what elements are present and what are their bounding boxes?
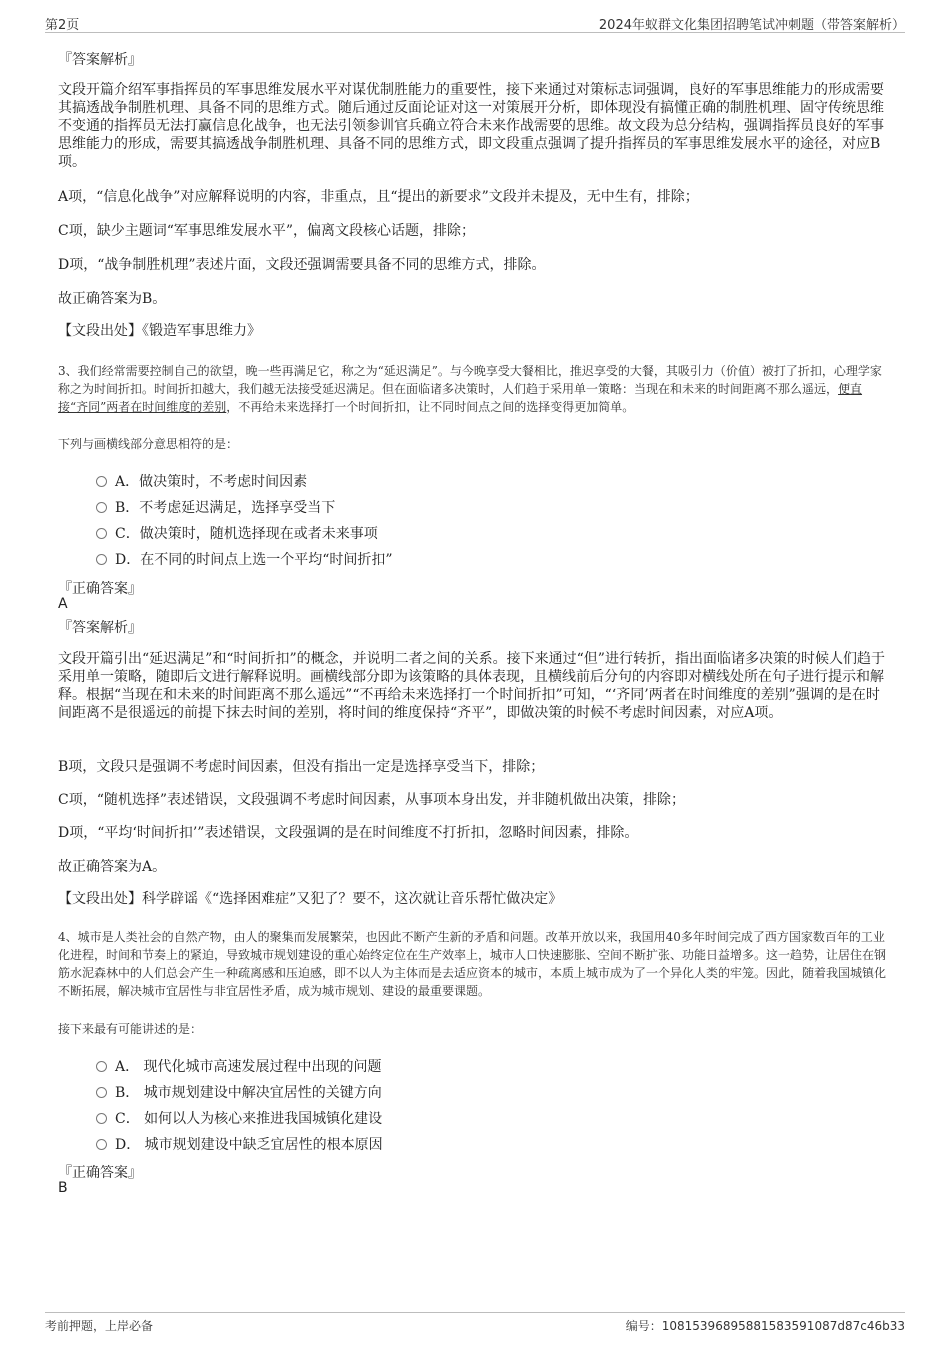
option-c-analysis: C项，缺少主题词“军事思维发展水平”，偏离文段核心话题，排除； [58,223,476,239]
page-header [45,12,905,33]
source: 【文段出处】《锻造军事思维力》 [58,323,261,339]
option-label: D．在不同的时间点上选一个平均“时间折扣” [115,552,393,568]
radio-icon[interactable] [96,528,107,539]
option-d-analysis: D项，“平均‘时间折扣’”表述错误，文段强调的是在时间维度不打折扣，忽略时间因素，排除。 [58,825,639,841]
option-c[interactable] [96,523,378,543]
option-label: C． 如何以人为核心来推进我国城镇化建设 [115,1111,383,1127]
option-d[interactable] [96,549,393,569]
page-number: 第2页 [45,18,80,33]
option-b[interactable] [96,1082,382,1102]
footer-slogan: 考前押题，上岸必备 [45,1319,154,1333]
question-passage [58,362,888,416]
page-footer [45,1312,905,1337]
radio-icon[interactable] [96,1061,107,1072]
analysis-label: 『答案解析』 [58,52,142,68]
correct-answer: A [58,596,68,612]
passage-text: ，不再给未来选择打一个时间折扣，让不同时间点之间的选择变得更加简单。 [226,400,635,414]
question-passage: 4、城市是人类社会的自然产物，由人的聚集而发展繁荣，也因此不断产生新的矛盾和问题。改革开放以来，我国用40多年时间完成了西方国家数百年的工业化进程，时间和节奏上的紧迫，导致城市规划建设的重心始终定位在生产效率上，城市人口快速膨胀、空间不断扩张、功能日益增多。这一趋势，让居住在钢筋水泥森林中的人们总会产生一种疏离感和压迫感，即不以人为主体而是去适应资本的城市，本质上城市成为了一个异化人类的牢笼。因此，随着我国城镇化不断拓展，解决城市宜居性与非宜居性矛盾，成为城市规划、建设的最重要课题。 [58,930,887,998]
analysis-text: 文段开篇引出“延迟满足”和“时间折扣”的概念，并说明二者之间的关系。接下来通过“但”进行转折，指出面临诸多决策的时候人们趋于采用单一策略，随即后文进行解释说明。画横线部分即为该策略的具体表现，且横线前后分句的内容即对横线处所在句子进行提示和解释。根据“当现在和未来的时间距离不那么遥远”“不再给未来选择打一个时间折扣”可知，“‘齐同’两者在时间维度的差别”强调的是在时间距离不是很遥远的前提下抹去时间的差别，将时间的维度保持“齐平”，即做决策的时候不考虑时间因素，对应A项。 [58,651,885,721]
correct-answer-label: 『正确答案』 [58,581,142,597]
option-label: D． 城市规划建设中缺乏宜居性的根本原因 [115,1137,383,1153]
option-a[interactable] [96,471,307,491]
radio-icon[interactable] [96,476,107,487]
question-prompt: 接下来最有可能讲述的是： [58,1022,203,1036]
document-id: 编号：1081539689588158359108​7d87c46b33 [625,1319,905,1333]
radio-icon[interactable] [96,1113,107,1124]
option-b[interactable] [96,497,335,517]
option-a[interactable] [96,1056,382,1076]
analysis-text: 文段开篇介绍军事指挥员的军事思维发展水平对谋优制胜能力的重要性，接下来通过对策标志词强调，良好的军事思维能力的形成需要其搞透战争制胜机理、具备不同的思维方式。随后通过反面论证对这一对策展开分析，即体现没有搞懂正确的制胜机理、固守传统思维不变通的指挥员无法打赢信息化战争，也无法引领参训官兵确立符合未来作战需要的思维。故文段为总分结构，强调指挥员良好的军事思维能力的形成，需要其搞透战争制胜机理、具备不同的思维方式，即文段重点强调了提升指挥员的军事思维发展水平的途径，对应B项。 [58,82,884,170]
underlined-phrase: 便直接“齐同”两者在时间维度的差别 [58,382,863,414]
question-prompt: 下列与画横线部分意思相符的是： [58,437,239,451]
option-label: C．做决策时，随机选择现在或者未来事项 [115,526,378,542]
option-label: B． 城市规划建设中解决宜居性的关键方向 [115,1085,382,1101]
correct-answer-label: 『正确答案』 [58,1165,142,1181]
passage-text: 3、我们经常需要控制自己的欲望，晚一些再满足它，称之为“延迟满足”。与今晚享受大餐相比，推迟享受的大餐，其吸引力（价值）被打了折扣，心理学家称之为时间折扣。时间折扣越大，我们越无法接受延迟满足。但在面临诸多决策时，人们趋于采用单一策略：当现在和未来的时间距离不那么遥远， [58,364,882,396]
option-d-analysis: D项，“战争制胜机理”表述片面，文段还强调需要具备不同的思维方式，排除。 [58,257,546,273]
radio-icon[interactable] [96,554,107,565]
radio-icon[interactable] [96,502,107,513]
document-title: 2024年蚁群文化集团招聘笔试冲刺题（带答案解析） [598,18,905,33]
option-label: A． 现代化城市高速发展过程中出现的问题 [115,1059,382,1075]
option-c-analysis: C项，“随机选择”表述错误，文段强调不考虑时间因素，从事项本身出发，并非随机做出决策，排除； [58,792,686,808]
analysis-label: 『答案解析』 [58,620,142,636]
conclusion: 故正确答案为B。 [58,291,167,307]
option-c[interactable] [96,1108,382,1128]
source: 【文段出处】科学辟谣《“选择困难症”又犯了？要不，这次就让音乐帮忙做决定》 [58,891,563,907]
option-a-analysis: A项，“信息化战争”对应解释说明的内容，非重点，且“提出的新要求”文段并未提及，无中生有，排除； [58,189,699,205]
radio-icon[interactable] [96,1087,107,1098]
option-b-analysis: B项，文段只是强调不考虑时间因素，但没有指出一定是选择享受当下，排除； [58,759,545,775]
conclusion: 故正确答案为A。 [58,859,167,875]
option-label: B．不考虑延迟满足，选择享受当下 [115,500,336,516]
radio-icon[interactable] [96,1139,107,1150]
option-label: A．做决策时，不考虑时间因素 [115,474,308,490]
correct-answer: B [58,1180,68,1196]
option-d[interactable] [96,1134,383,1154]
